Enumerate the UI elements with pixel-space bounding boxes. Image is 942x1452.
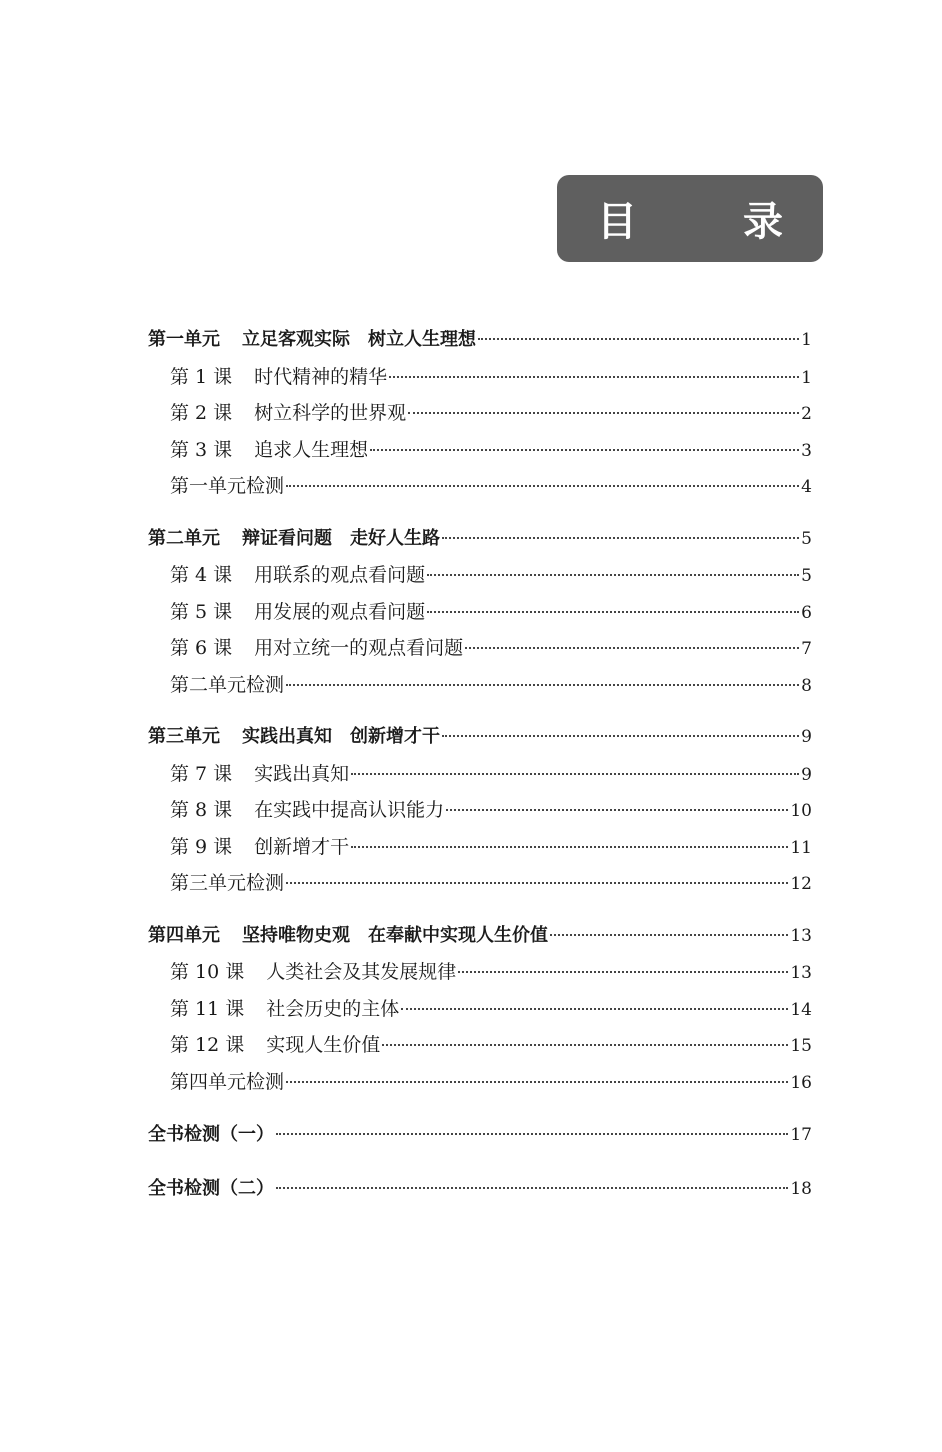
toc-final-test-entry[interactable] <box>148 1171 812 1208</box>
toc-final-test-entry[interactable] <box>148 1117 812 1154</box>
dot-leader <box>276 1132 788 1135</box>
dot-leader <box>408 411 799 414</box>
lesson-title: 人类社会及其发展规律 <box>266 961 457 983</box>
unit-label: 第四单元 <box>148 924 220 946</box>
lesson-number: 第 10 课 <box>170 961 245 983</box>
lesson-number: 第 8 课 <box>170 799 233 821</box>
page-number: 16 <box>790 1072 812 1093</box>
page-number: 4 <box>801 477 812 497</box>
lesson-title: 时代精神的精华 <box>254 365 388 388</box>
dot-leader <box>276 1186 788 1189</box>
toc-unit-entry[interactable] <box>148 521 812 558</box>
unit-label: 第三单元 <box>148 726 220 747</box>
page-number: 14 <box>790 999 812 1020</box>
toc-unit-entry[interactable] <box>148 719 812 756</box>
dot-leader <box>427 573 799 576</box>
lesson-title: 用联系的观点看问题 <box>254 564 426 586</box>
lesson-title: 用对立统一的观点看问题 <box>254 637 464 659</box>
toc-lesson-entry[interactable] <box>148 359 812 396</box>
lesson-title: 实践出真知 <box>254 762 350 785</box>
lesson-title: 用发展的观点看问题 <box>254 600 426 623</box>
dot-leader <box>478 337 799 340</box>
dot-leader <box>286 484 799 487</box>
table-of-contents <box>148 322 812 1207</box>
lesson-number: 第 2 课 <box>170 402 233 424</box>
lesson-number: 第 4 课 <box>170 564 233 586</box>
dot-leader <box>286 1080 788 1083</box>
toc-lesson-entry[interactable] <box>148 829 812 866</box>
toc-unit-test-entry[interactable] <box>148 1064 812 1101</box>
page-number: 5 <box>801 528 812 549</box>
dot-leader <box>458 970 788 973</box>
dot-leader <box>446 808 788 811</box>
dot-leader <box>370 448 799 451</box>
dot-leader <box>382 1043 788 1046</box>
unit-test-title: 第三单元检测 <box>170 872 285 894</box>
unit-title: 立足客观实际 树立人生理想 <box>242 329 476 350</box>
lesson-number: 第 6 课 <box>170 637 233 659</box>
page-number: 6 <box>801 602 812 623</box>
toc-lesson-entry[interactable] <box>148 630 812 667</box>
dot-leader <box>442 734 799 737</box>
lesson-title: 树立科学的世界观 <box>254 402 407 424</box>
page-number: 8 <box>801 675 812 696</box>
page-number: 13 <box>790 925 812 946</box>
page-number: 13 <box>790 963 812 983</box>
toc-lesson-entry[interactable] <box>148 395 812 432</box>
toc-lesson-entry[interactable] <box>148 954 812 991</box>
lesson-number: 第 9 课 <box>170 835 233 858</box>
toc-title: 目 录 <box>597 199 829 245</box>
lesson-title: 社会历史的主体 <box>266 997 400 1020</box>
final-test-title: 全书检测（一） <box>148 1124 274 1145</box>
dot-leader <box>401 1007 788 1010</box>
toc-unit-entry[interactable] <box>148 918 812 955</box>
dot-leader <box>389 375 799 378</box>
page-number: 12 <box>790 874 812 894</box>
dot-leader <box>465 646 799 649</box>
toc-lesson-entry[interactable] <box>148 792 812 829</box>
page-number: 15 <box>790 1036 812 1056</box>
toc-lesson-entry[interactable] <box>148 432 812 469</box>
page-number: 10 <box>790 801 812 821</box>
toc-lesson-entry[interactable] <box>148 594 812 631</box>
toc-unit-entry[interactable] <box>148 322 812 359</box>
dot-leader <box>286 683 799 686</box>
toc-unit-test-entry[interactable] <box>148 468 812 505</box>
lesson-number: 第 11 课 <box>170 997 245 1020</box>
lesson-title: 追求人生理想 <box>254 438 369 461</box>
dot-leader <box>550 933 788 936</box>
lesson-number: 第 3 课 <box>170 438 233 461</box>
page-number: 9 <box>801 727 812 747</box>
page-number: 1 <box>801 367 812 388</box>
dot-leader <box>427 610 799 613</box>
toc-lesson-entry[interactable] <box>148 1027 812 1064</box>
toc-lesson-entry[interactable] <box>148 756 812 793</box>
unit-test-title: 第二单元检测 <box>170 673 285 696</box>
unit-title: 实践出真知 创新增才干 <box>242 726 440 747</box>
toc-title-banner <box>557 175 829 262</box>
unit-label: 第二单元 <box>148 527 220 549</box>
lesson-number: 第 7 课 <box>170 762 233 785</box>
unit-title: 辩证看问题 走好人生路 <box>242 527 440 549</box>
toc-unit-test-entry[interactable] <box>148 865 812 902</box>
page-number: 2 <box>801 404 812 424</box>
lesson-number: 第 5 课 <box>170 600 233 623</box>
unit-test-title: 第四单元检测 <box>170 1070 285 1093</box>
page-number: 9 <box>801 764 812 785</box>
toc-lesson-entry[interactable] <box>148 991 812 1028</box>
lesson-number: 第 12 课 <box>170 1034 245 1056</box>
unit-label: 第一单元 <box>148 329 220 350</box>
dot-leader <box>286 881 788 884</box>
dot-leader <box>442 536 799 539</box>
page-number: 17 <box>790 1125 812 1145</box>
page-number: 7 <box>801 639 812 659</box>
page-number: 11 <box>790 837 812 858</box>
dot-leader <box>351 772 799 775</box>
unit-test-title: 第一单元检测 <box>170 475 285 497</box>
page-number: 3 <box>801 440 812 461</box>
toc-unit-test-entry[interactable] <box>148 667 812 704</box>
lesson-title: 实现人生价值 <box>266 1034 381 1056</box>
lesson-number: 第 1 课 <box>170 365 233 388</box>
final-test-title: 全书检测（二） <box>148 1177 274 1199</box>
lesson-title: 创新增才干 <box>254 835 350 858</box>
page-number: 5 <box>801 566 812 586</box>
toc-lesson-entry[interactable] <box>148 557 812 594</box>
page-number: 1 <box>801 330 812 350</box>
page-number: 18 <box>790 1178 812 1199</box>
lesson-title: 在实践中提高认识能力 <box>254 799 445 821</box>
dot-leader <box>351 845 788 848</box>
unit-title: 坚持唯物史观 在奉献中实现人生价值 <box>242 924 548 946</box>
